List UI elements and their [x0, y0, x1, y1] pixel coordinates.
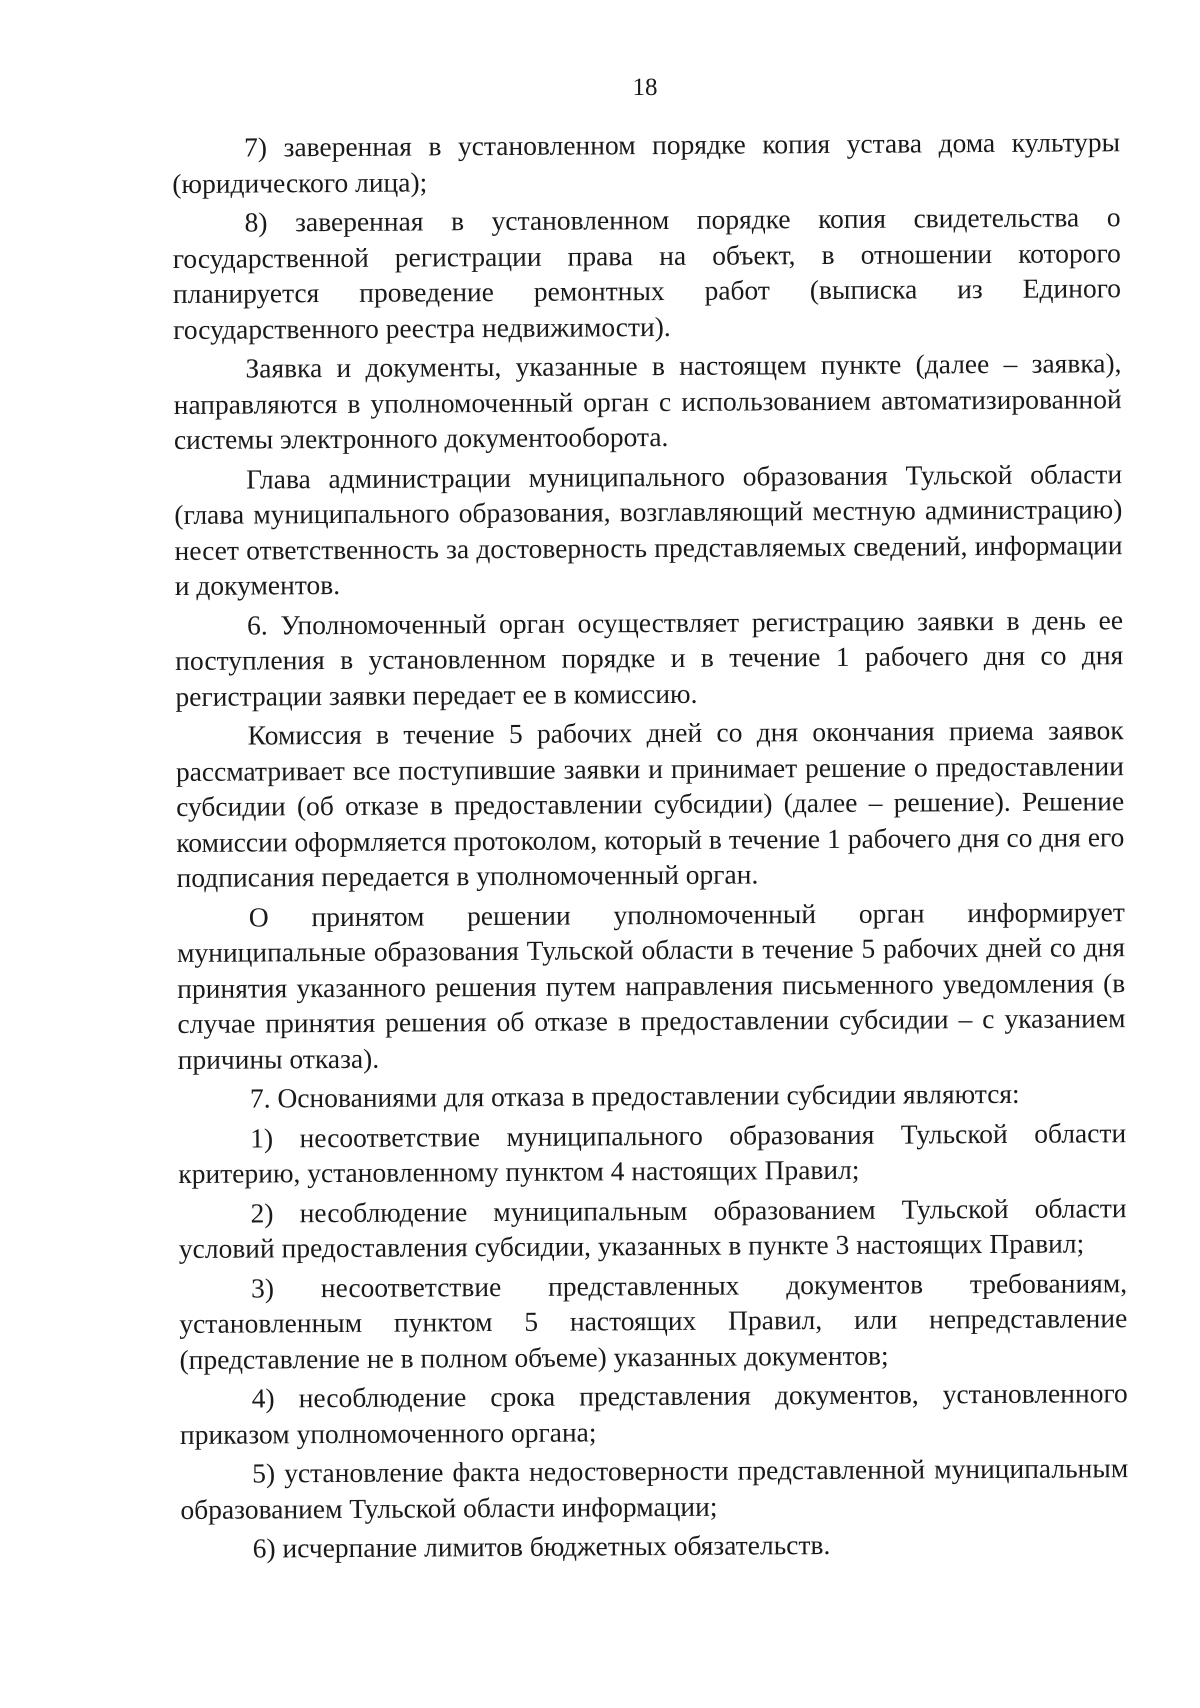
paragraph-commission-decision: Комиссия в течение 5 рабочих дней со дня окончания приема заявок рассматривает все поступившие заявки и принимает решение о предоставлении субсидии (об отказе в предоставлении субсидии) (далее – решение). Решение комиссии оформляется протоколом, который в течение 1 рабочего дня со дня его подписания передается в уполномоченный орган. [175, 714, 1125, 893]
paragraph-head-responsibility: Глава администрации муниципального образования Тульской области (глава муниципального образования, возглавляющий местную администрацию) несет ответственность за достоверность представляемых сведений, информации и документов. [174, 457, 1123, 601]
paragraph-refusal-1: 1) несоответствие муниципального образования Тульской области критерию, установленному пунктом 4 настоящих Правил; [178, 1116, 1127, 1189]
paragraph-refusal-6: 6) исчерпание лимитов бюджетных обязательств. [252, 1529, 831, 1564]
paragraph-item-7-charter: 7) заверенная в установленном порядке копия устава дома культуры (юридического лица); [172, 126, 1121, 199]
paragraph-refusal-5: 5) установление факта недостоверности представленной муниципальным образованием Тульской области информации; [180, 1452, 1129, 1525]
paragraph-section-7: 7. Основаниями для отказа в предоставлении субсидии являются: [249, 1077, 1020, 1114]
paragraph-item-8-certificate: 8) заверенная в установленном порядке копия свидетельства о государственной регистрации права на объект, в отношении которого планируется проведение ремонтных работ (выписка из Единого государственного реестра недвижимости). [172, 201, 1122, 345]
paragraph-section-6: 6. Уполномоченный орган осуществляет регистрацию заявки в день ее поступления в установленном порядке и в течение 1 рабочего дня со дня регистрации заявки передает ее в комиссию. [175, 603, 1124, 712]
paragraph-application-submission: Заявка и документы, указанные в настоящем пункте (далее – заявка), направляются в уполномоченный орган с использованием автоматизированной системы электронного документооборота. [173, 347, 1122, 455]
page-number: 18 [632, 74, 658, 101]
document-body [172, 124, 1129, 1570]
paragraph-decision-notification: О принятом решении уполномоченный орган информирует муниципальные образования Тульской области в течение 5 рабочих дней со дня принятия указанного решения путем направления письменного уведомления (в случае принятия решения об отказе в предоставлении субсидии – с указанием причины отказа). [176, 895, 1126, 1075]
paragraph-refusal-3: 3) несоответствие представленных документов требованиям, установленным пунктом 5 настоящих Правил, или непредставление (представление не в полном объеме) указанных документов; [179, 1266, 1128, 1375]
paragraph-refusal-4: 4) несоблюдение срока представления документов, установленного приказом уполномоченного органа; [179, 1377, 1128, 1450]
paragraph-refusal-2: 2) несоблюдение муниципальным образованием Тульской области условий предоставления субсидии, указанных в пункте 3 настоящих Правил; [178, 1191, 1127, 1264]
